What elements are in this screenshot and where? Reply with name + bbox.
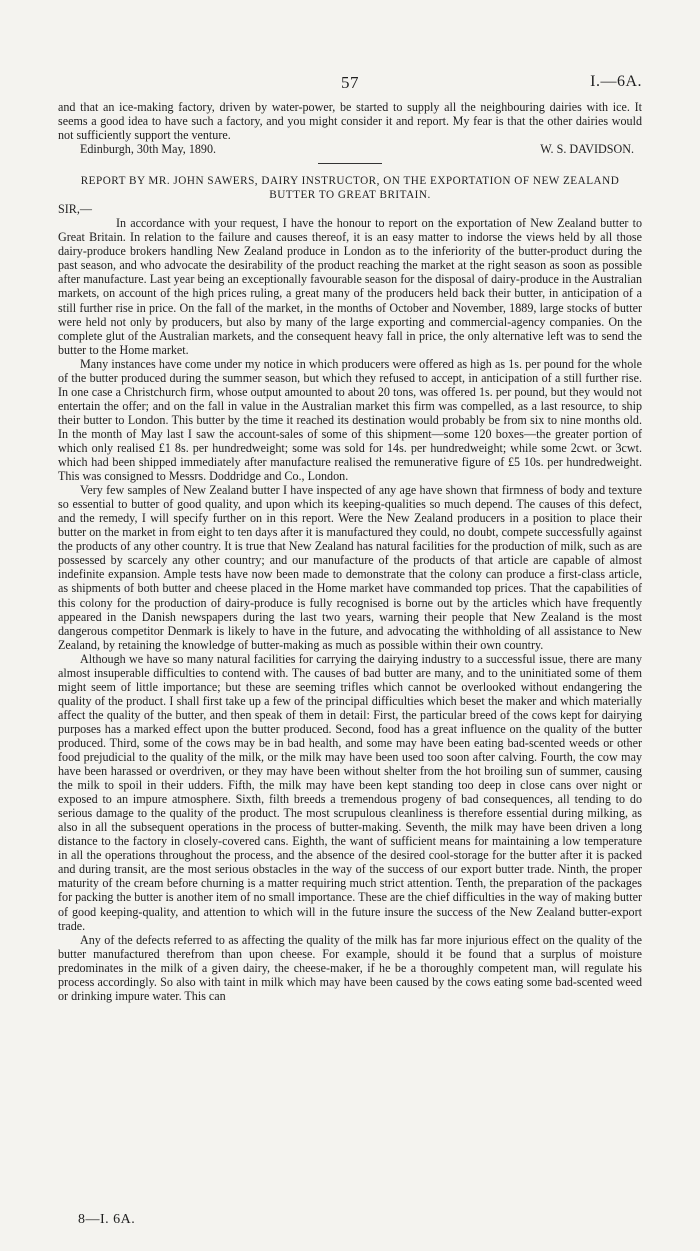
page-number: 57 — [341, 73, 359, 92]
printer-signature: 8—I. 6A. — [78, 1212, 136, 1227]
report-paragraph: Many instances have come under my notice in which producers were offered as high as 1s. per pound for the whole of the butter produced during the summer season, but which they refused to accept, in anticipation of a still further rise. In one case a Christchurch firm, whose output amounted to about 20 tons, was offered 1s. per pound, but they would not entertain the offer; and on the fall in value in the Australian market this firm was compelled, as a last resource, to ship their butter to London. This butter by the time it reached its destination would probably be from six to nine months old. In the month of May last I saw the account-sales of some of this shipment—some 120 boxes—the greater portion of which only realised £1 8s. per hundredweight; some was sold for 14s. per hundredweight; while some 2cwt. or 3cwt. which had been shipped immediately after manufacture realised the remunerative figure of £5 10s. per hundredweight. This was consigned to Messrs. Doddridge and Co., London. — [58, 356, 642, 484]
report-paragraph: In accordance with your request, I have the honour to report on the exportation of New Zealand butter to Great Britain. In relation to the failure and causes thereof, it is an easy matter to indorse the views held by all those dairy-produce brokers handling New Zealand produce in London as to the inferiority of the butter-product during the past season, and who advocate the desirability of the product reaching the market at the right season as soon as possible after manufacture. Last year being an exceptionally favourable season for the disposal of dairy-produce in the Australian markets, on account of the high prices ruling, a great many of the producers held back their butter, in anticipation of a still further rise in price. On the fall of the market, in the months of October and November, 1889, large stocks of butter were held not only by producers, but also by many of the large exporting and commercial-agency companies. On the complete glut of the Australian markets, and the consequent heavy fall in price, the only alternative left was to send the butter to the Home market. — [58, 216, 642, 357]
body-text — [58, 100, 642, 1003]
place-date: Edinburgh, 30th May, 1890. — [80, 142, 217, 157]
previous-letter-closing: and that an ice-making factory, driven by water-power, be started to supply all the neighbouring dairies with ice. It seems a good idea to have such a factory, and you might consider it and report. My fear is that the other dairies would not sufficiently support the venture. — [58, 100, 642, 143]
report-paragraph: Very few samples of New Zealand butter I have inspected of any age have shown that firmness of body and texture so essential to butter of good quality, and upon which its keeping-qualities so much depend. The causes of this defect, and the remedy, I will specify further on in this report. Were the New Zealand producers in a position to place their butter on the market in from eight to ten days after it is manufactured they could, no doubt, compete successfully against the products of any other country. It is true that New Zealand has natural facilities for the production of milk, such as are possessed by scarcely any other country; and our manufacture of the products of that article are capable of almost indefinite expansion. Ample tests have now been made to demonstrate that the colony can produce a first-class article, as shipments of both butter and cheese placed in the Home market have commanded top prices. That the capabilities of this colony for the production of dairy-produce is fully recognised is borne out by the articles which have frequently appeared in the Danish newspapers during the last two years, warning their people that New Zealand is the most dangerous competitor Denmark is likely to have in the future, and advocating the withholding of all assistance to New Zealand, by retaining the knowledge of butter-making as much as possible within their own country. — [58, 483, 642, 652]
report-heading: REPORT BY MR. JOHN SAWERS, DAIRY INSTRUCTOR, ON THE EXPORTATION OF NEW ZEALAND BUTTER TO GREAT BRITAIN. — [80, 175, 620, 202]
report-paragraph: Although we have so many natural facilities for carrying the dairying industry to a successful issue, there are many almost insuperable difficulties to contend with. The causes of bad butter are many, and to the uninitiated some of them might seem of little importance; but these are seeming trifles which cannot be overlooked without endangering the quality of the product. I shall first take up a few of the principal difficulties which beset the maker and which materially affect the quality of the butter, and then speak of them in detail: First, the particular breed of the cows kept for dairying purposes has a marked effect upon the butter produced. Second, food has a great influence on the quality of the butter produced. Third, some of the cows may be in bad health, and some may have been eating bad-scented weeds or other food prejudicial to the quality of the milk, or the milk may have been used too soon after calving. Fourth, the cow may have been harassed or overdriven, or they may have been without shelter from the hot broiling sun of summer, causing the milk to spoil in their udders. Fifth, the milk may have been kept standing too deep in close cans over night or exposed to an impure atmosphere. Sixth, filth breeds a tremendous progeny of bad consequences, all tending to do serious damage to the quality of the product. The most scrupulous cleanliness is therefore essential during milking, as also in all the subsequent operations in the process of butter-making. Seventh, the milk may have been driven a long distance to the factory in closely-covered cans. Eighth, the want of sufficient means for maintaining a low temperature in all the operations throughout the process, and the absence of the desired cool-storage for the butter after it is packed and during transit, are the most serious obstacles in the way of the success of our export butter trade. Ninth, the proper maturity of the cream before churning is a matter requiring much strict attention. Tenth, the preparation of the packages for packing the butter is another item of no small importance. These are the chief difficulties in the way of making butter of good keeping-quality, and attention to which will in the future insure the success of the New Zealand butter-export trade. — [58, 651, 642, 933]
salutation: SIR,— — [58, 202, 92, 217]
report-paragraph: Any of the defects referred to as affecting the quality of the milk has far more injurious effect on the quality of the butter manufactured therefrom than upon cheese. For example, should it be found that a surplus of moisture predominates in the milk of a given dairy, the cheese-maker, if he be a thoroughly competent man, will regulate his process accordingly. So also with taint in milk which may have been caused by the cows eating some bad-scented weed or drinking impure water. This can — [58, 932, 642, 1003]
previous-letter-signoff — [80, 142, 634, 156]
signatory: W. S. DAVIDSON. — [540, 142, 634, 157]
section-divider — [318, 163, 382, 164]
document-reference: I.—6A. — [590, 73, 642, 90]
